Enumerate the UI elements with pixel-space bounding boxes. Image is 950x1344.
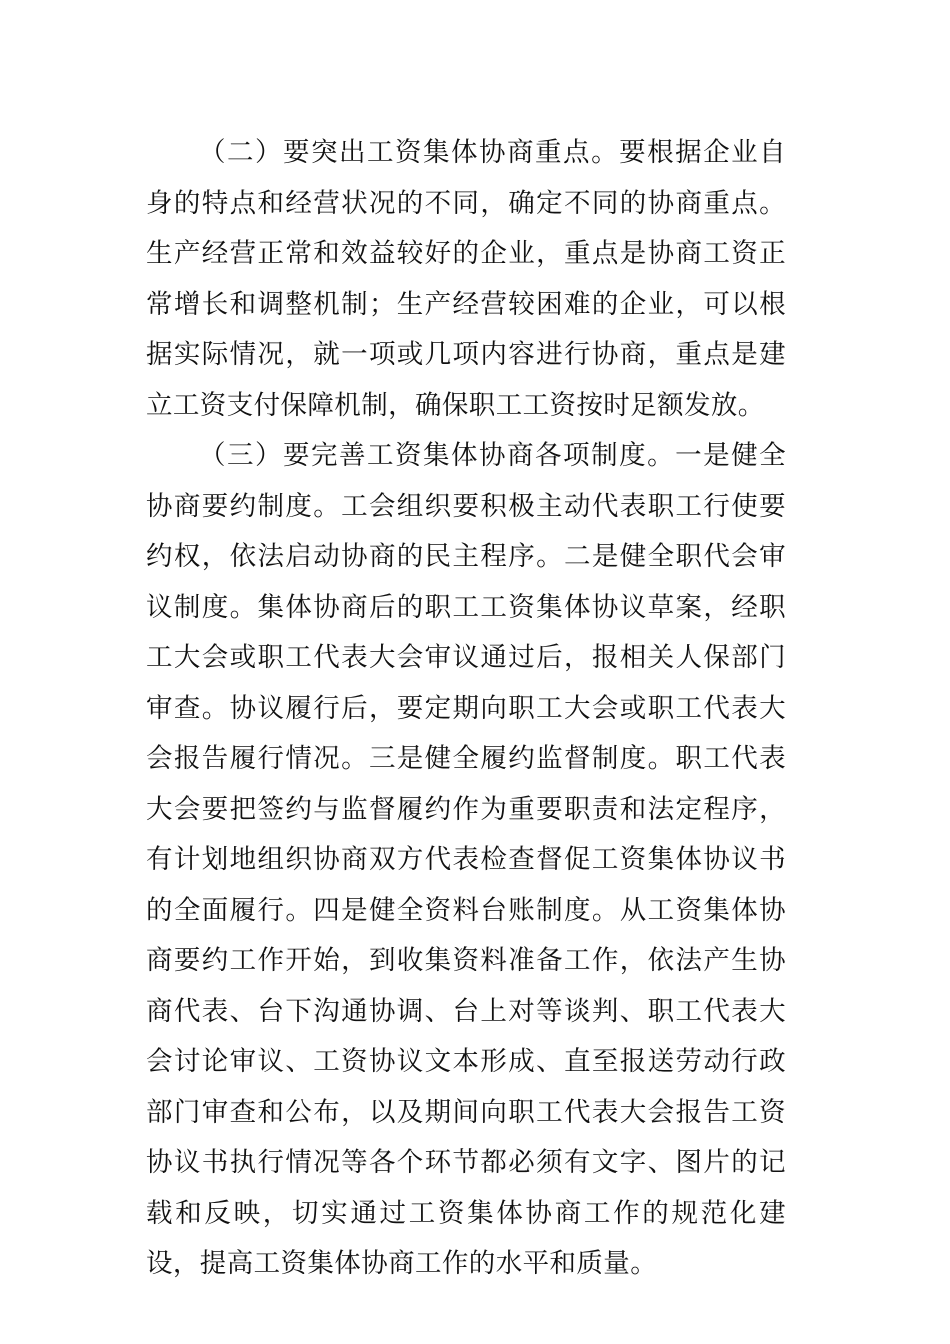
- paragraph-collective-bargaining-systems: （三）要完善工资集体协商各项制度。一是健全协商要约制度。工会组织要积极主动代表职工行使要约权，依法启动协商的民主程序。二是健全职代会审议制度。集体协商后的职工工资集体协议草案，经职工大会或职工代表大会审议通过后，报相关人保部门审查。协议履行后，要定期向职工大会或职工代表大会报告履行情况。三是健全履约监督制度。职工代表大会要把签约与监督履约作为重要职责和法定程序，有计划地组织协商双方代表检查督促工资集体协议书的全面履行。四是健全资料台账制度。从工资集体协商要约工作开始，到收集资料准备工作，依法产生协商代表、台下沟通协调、台上对等谈判、职工代表大会讨论审议、工资协议文本形成、直至报送劳动行政部门审查和公布，以及期间向职工代表大会报告工资协议书执行情况等各个环节都必须有文字、图片的记载和反映，切实通过工资集体协商工作的规范化建设，提高工资集体协商工作的水平和质量。: [146, 440, 786, 1279]
- document-page: [146, 128, 786, 1290]
- paragraph-collective-bargaining-focus: （二）要突出工资集体协商重点。要根据企业自身的特点和经营状况的不同，确定不同的协商重点。生产经营正常和效益较好的企业，重点是协商工资正常增长和调整机制；生产经营较困难的企业，可以根据实际情况，就一项或几项内容进行协商，重点是建立工资支付保障机制，确保职工工资按时足额发放。: [146, 137, 786, 421]
